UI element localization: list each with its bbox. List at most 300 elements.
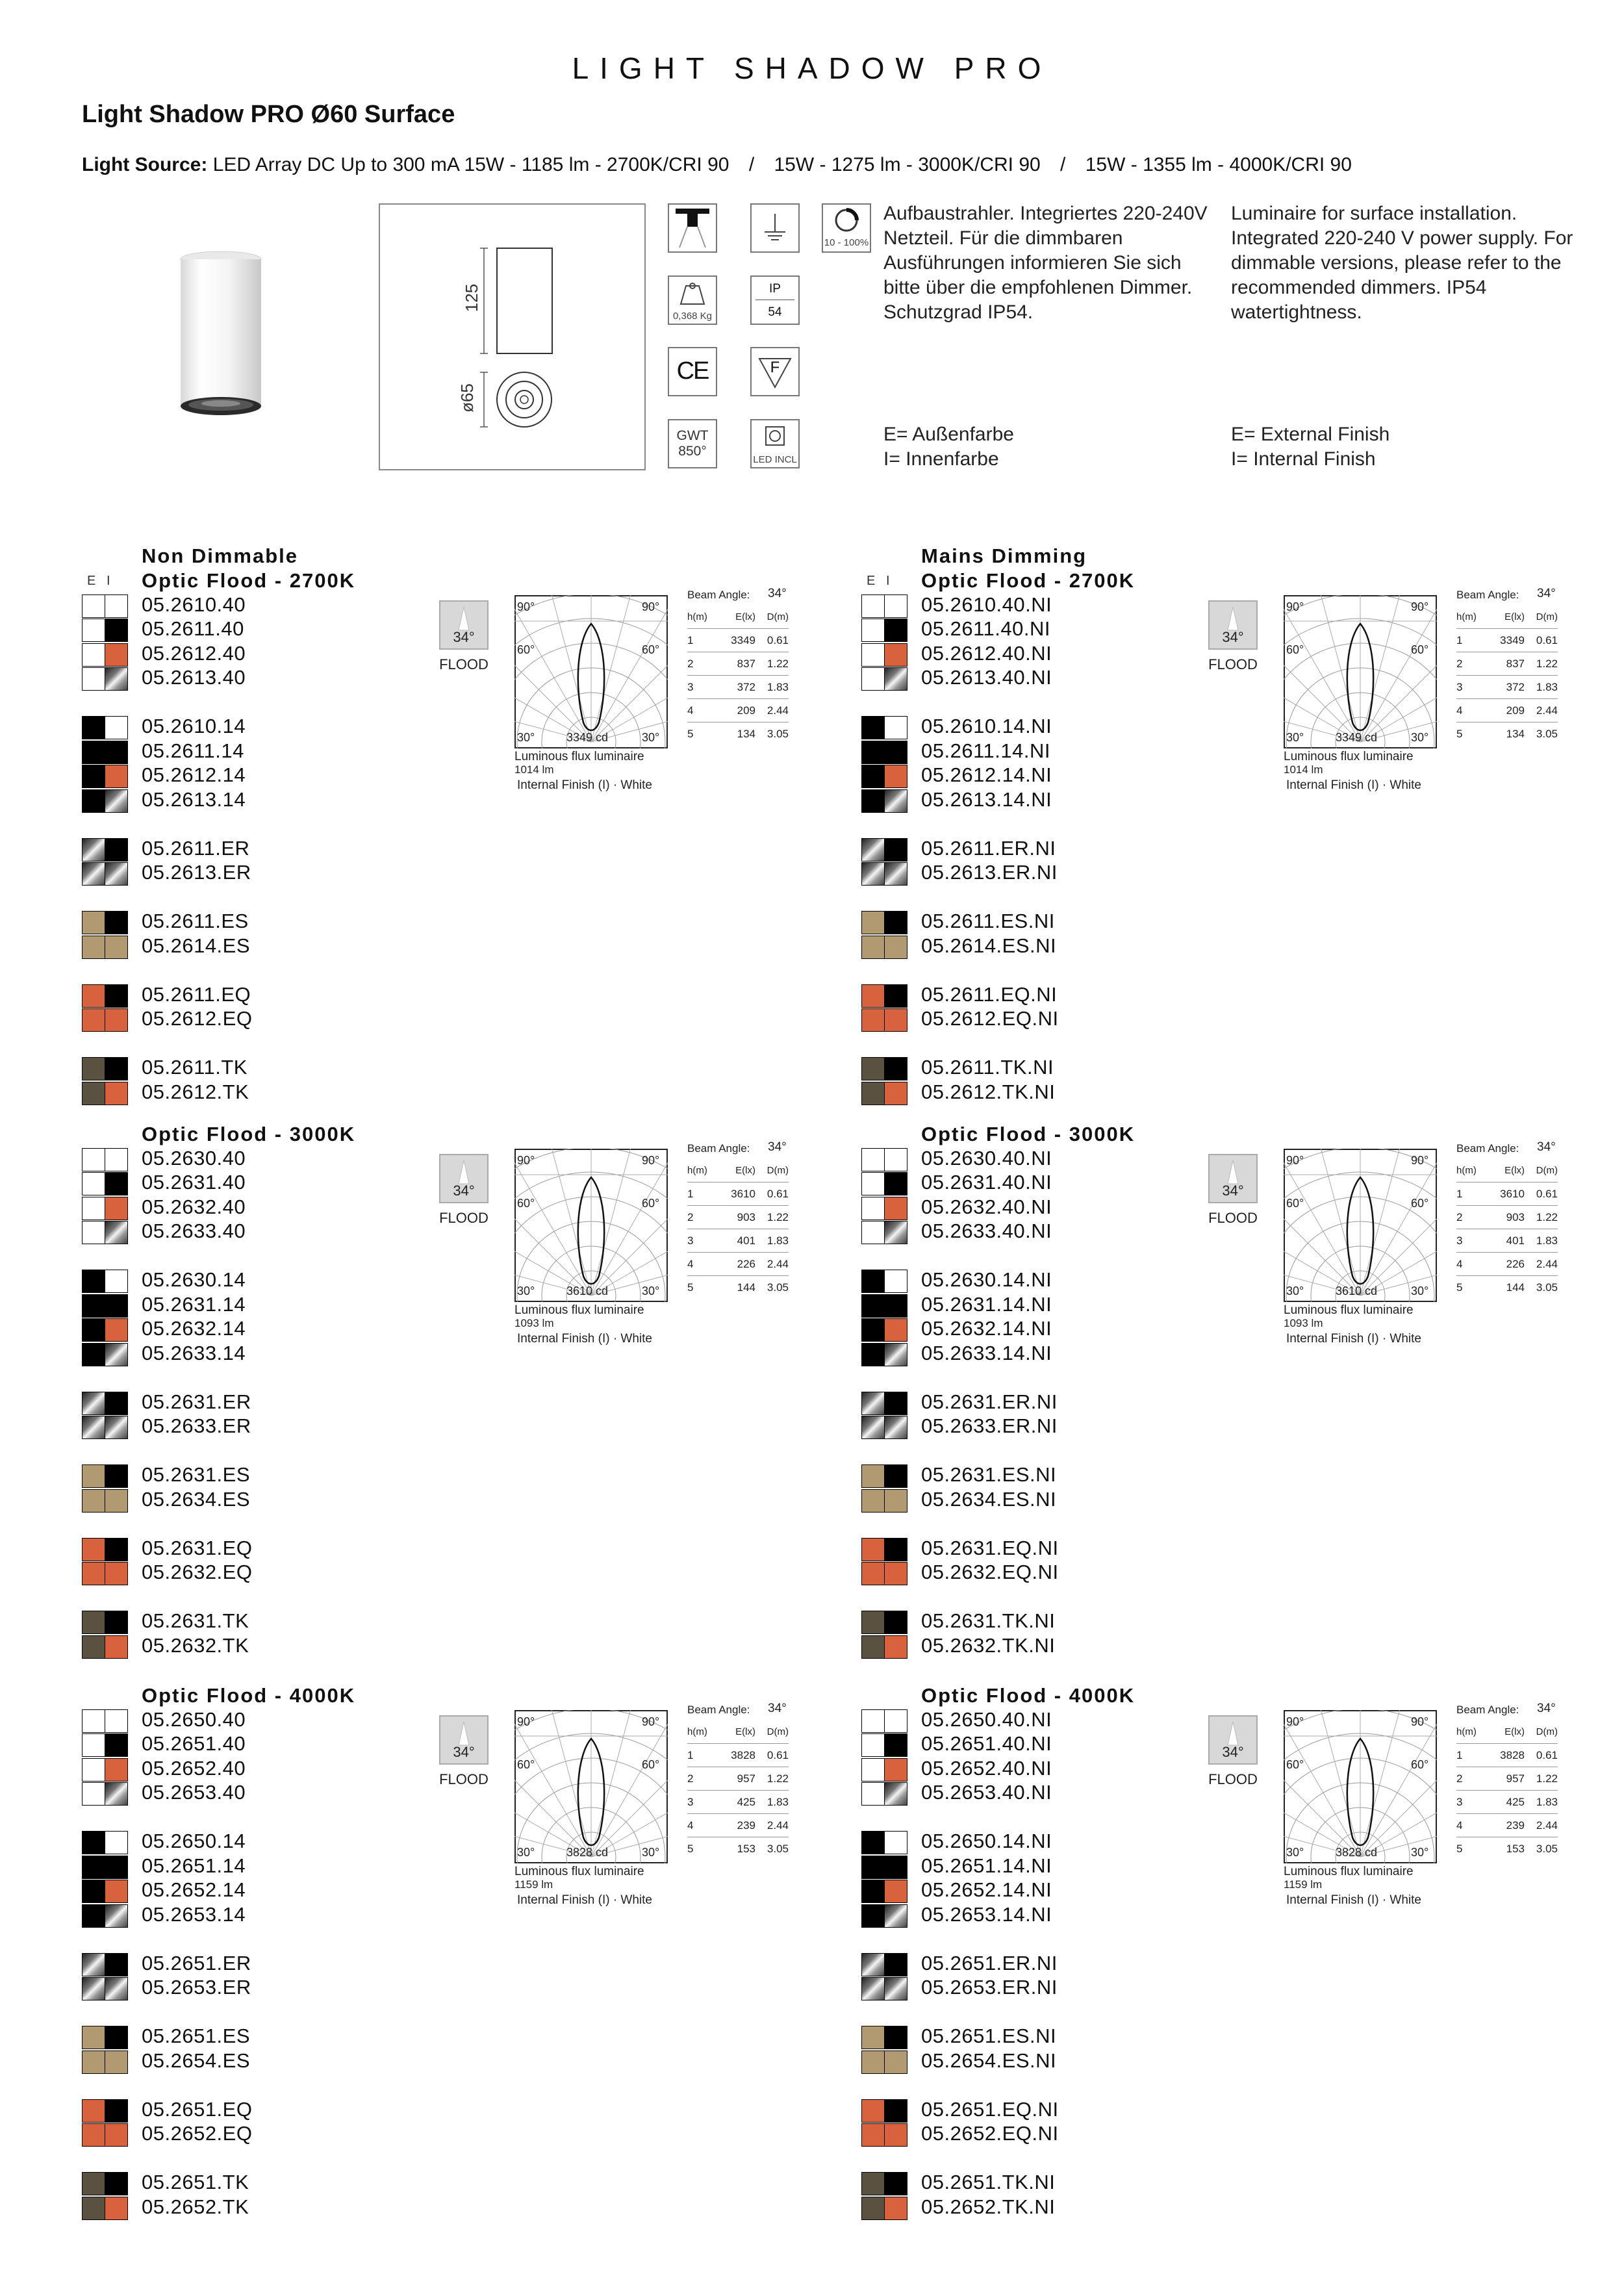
table-cell: 5 (1456, 1281, 1463, 1294)
table-cell: 144 (1506, 1281, 1525, 1294)
internal-finish-swatch (884, 1057, 907, 1080)
product-code: 05.2612.14.NI (921, 763, 1052, 786)
angle-label: 90° (642, 1154, 660, 1167)
table-cell: 4 (687, 699, 718, 722)
external-finish-swatch (861, 1977, 885, 2000)
product-code: 05.2651.40.NI (921, 1732, 1052, 1755)
light-source-line (82, 154, 1352, 176)
table-cell: 239 (1487, 1814, 1525, 1837)
product-code: 05.2610.40.NI (921, 593, 1052, 616)
beam-angle-value: 34° (1537, 1702, 1556, 1715)
flux-value: 1014 lm (514, 763, 554, 776)
beam-angle-label: Beam Angle: (1456, 1704, 1519, 1716)
product-code: 05.2654.ES.NI (921, 2049, 1057, 2072)
product-code: 05.2651.14.NI (921, 1854, 1052, 1877)
flux-value: 1093 lm (514, 1317, 554, 1329)
product-code: 05.2651.EQ (142, 2097, 253, 2121)
product-code: 05.2613.ER.NI (921, 861, 1058, 884)
external-finish-swatch (861, 1318, 885, 1342)
internal-finish-swatch (105, 1270, 128, 1293)
table-cell: 3.05 (767, 1842, 789, 1855)
product-title: Light Shadow PRO Ø60 Surface (82, 101, 455, 128)
peak-intensity: 3828 cd (1336, 1846, 1378, 1859)
internal-finish-swatch (105, 838, 128, 862)
table-cell: 957 (1487, 1767, 1525, 1791)
table-row (1456, 1182, 1558, 1206)
internal-finish-swatch (105, 1221, 128, 1244)
product-code: 05.2614.ES (142, 934, 251, 957)
product-code: 05.2611.40.NI (921, 617, 1050, 640)
internal-finish-swatch (105, 984, 128, 1008)
table-row (1456, 1791, 1558, 1814)
finish-en-internal: I= Internal Finish (1231, 448, 1376, 470)
table-row (687, 1744, 789, 1767)
table-cell: 5 (687, 1842, 694, 1855)
external-finish-swatch (861, 2026, 885, 2049)
table-row (1456, 1744, 1558, 1767)
external-finish-swatch (861, 667, 885, 691)
peak-intensity: 3349 cd (1336, 731, 1378, 744)
optic-type: FLOOD (1208, 1210, 1258, 1226)
table-header: D(m) (1525, 606, 1558, 629)
section-title: Optic Flood - 4000K (921, 1684, 1136, 1707)
product-code: 05.2650.40 (142, 1707, 246, 1731)
table-row (687, 629, 789, 652)
finish-column-header: E I (87, 574, 110, 588)
external-finish-swatch (82, 1294, 105, 1318)
table-cell: 3828 (718, 1744, 755, 1767)
product-code: 05.2650.40.NI (921, 1707, 1052, 1731)
internal-finish-swatch (884, 1635, 907, 1659)
led-label: LED INCL (753, 454, 797, 465)
internal-finish-swatch (884, 1392, 907, 1415)
product-code: 05.2611.EQ (142, 982, 251, 1006)
external-finish-swatch (82, 1635, 105, 1659)
internal-finish-swatch (105, 1464, 128, 1488)
dimension-drawing (379, 203, 646, 470)
internal-finish-swatch (105, 1489, 128, 1513)
product-code: 05.2612.TK.NI (921, 1080, 1056, 1103)
external-finish-swatch (861, 1635, 885, 1659)
external-finish-swatch (861, 1489, 885, 1513)
product-code: 05.2631.14.NI (921, 1292, 1052, 1316)
product-code: 05.2611.14 (142, 739, 244, 762)
table-row (687, 1767, 789, 1791)
table-row (1456, 722, 1558, 746)
illuminance-table (1456, 1720, 1558, 1860)
external-finish-swatch (861, 1416, 885, 1439)
table-cell: 2 (687, 652, 718, 676)
internal-finish-swatch (884, 1977, 907, 2000)
internal-finish-swatch (105, 1197, 128, 1220)
illuminance-table (1456, 606, 1558, 745)
table-cell: 3.05 (1536, 727, 1558, 740)
external-finish-swatch (861, 1953, 885, 1976)
description-de: Aufbaustrahler. Integriertes 220-240V Netzteil. Für die dimmbaren Ausführungen informieren Sie sich bitte über die empfohlenen Dimmer. Schutzgrad IP54. (883, 203, 1208, 323)
external-finish-swatch (861, 619, 885, 642)
table-row (1456, 699, 1558, 722)
internal-finish-swatch (105, 741, 128, 764)
table-cell: 5 (1456, 727, 1463, 740)
table-cell: 153 (737, 1842, 755, 1855)
angle-label: 90° (1411, 1154, 1429, 1167)
table-row (687, 1253, 789, 1276)
table-row (1456, 676, 1558, 699)
external-finish-swatch (82, 862, 105, 886)
product-code: 05.2633.ER.NI (921, 1414, 1058, 1437)
table-cell: 401 (1487, 1229, 1525, 1253)
external-finish-swatch (82, 1538, 105, 1561)
flux-label: Luminous flux luminaire (1284, 750, 1414, 763)
product-code: 05.2631.40.NI (921, 1171, 1052, 1194)
table-row (687, 722, 789, 746)
section-title: Optic Flood - 3000K (921, 1123, 1136, 1145)
internal-finish-swatch (105, 1057, 128, 1080)
column-heading: Non Dimmable (142, 544, 299, 567)
external-finish-swatch (861, 1562, 885, 1585)
table-cell: 3 (687, 676, 718, 699)
product-code: 05.2632.40.NI (921, 1195, 1052, 1218)
table-cell: 837 (1487, 652, 1525, 676)
product-code: 05.2650.14 (142, 1830, 246, 1852)
table-cell: 226 (718, 1253, 755, 1276)
table-cell: 1.83 (755, 1229, 789, 1253)
angle-label: 60° (517, 1197, 535, 1210)
product-code: 05.2651.ER (142, 1951, 251, 1974)
finish-de-internal: I= Innenfarbe (883, 448, 999, 470)
polar-diagram (1284, 1710, 1437, 1863)
internal-finish-swatch (105, 1953, 128, 1976)
table-cell: 1.22 (755, 652, 789, 676)
angle-label: 90° (1286, 1715, 1304, 1728)
table-cell: 2 (687, 1767, 718, 1791)
external-finish-swatch (861, 2050, 885, 2074)
product-code: 05.2632.EQ (142, 1561, 253, 1583)
internal-finish-swatch (105, 2172, 128, 2195)
internal-finish-swatch (105, 1904, 128, 1928)
product-code: 05.2613.ER (142, 861, 251, 884)
product-code: 05.2653.ER.NI (921, 1976, 1058, 1999)
table-cell: 4 (1456, 1814, 1487, 1837)
beam-angle-label: Beam Angle: (687, 1142, 750, 1155)
internal-finish-swatch (105, 594, 128, 618)
internal-finish-swatch (884, 936, 907, 959)
product-code: 05.2651.ES (142, 2025, 251, 2047)
optic-type: FLOOD (439, 1210, 488, 1226)
external-finish-swatch (82, 716, 105, 739)
angle-label: 90° (517, 600, 535, 613)
external-finish-swatch (82, 1343, 105, 1366)
product-code: 05.2651.ER.NI (921, 1951, 1058, 1974)
table-cell: 2 (687, 1206, 718, 1229)
product-code: 05.2611.TK.NI (921, 1056, 1054, 1079)
internal-finish-swatch (105, 2026, 128, 2049)
table-row (1456, 1837, 1558, 1861)
table-cell: 134 (1506, 727, 1525, 740)
ip-value: 54 (768, 305, 782, 319)
flux-label: Luminous flux luminaire (1284, 1303, 1414, 1317)
page-title: LIGHT SHADOW PRO (572, 51, 1052, 85)
angle-label: 90° (642, 600, 660, 613)
table-cell: 1.22 (755, 1767, 789, 1791)
table-cell: 4 (1456, 1253, 1487, 1276)
product-code: 05.2613.14 (142, 787, 246, 811)
table-cell: 1 (1456, 629, 1487, 652)
internal-finish-swatch (884, 2123, 907, 2147)
light-source-label: Light Source: (82, 154, 208, 175)
section-title: Optic Flood - 2700K (142, 569, 356, 592)
external-finish-swatch (82, 2026, 105, 2049)
product-code: 05.2630.14.NI (921, 1268, 1052, 1291)
beam-angle-badge: 34° (1222, 1182, 1244, 1199)
internal-finish-swatch (884, 741, 907, 764)
table-header: D(m) (755, 606, 789, 629)
product-code: 05.2611.ER (142, 836, 250, 860)
product-code: 05.2614.ES.NI (921, 934, 1057, 957)
external-finish-swatch (82, 1221, 105, 1244)
external-finish-swatch (861, 765, 885, 788)
table-cell: 425 (1487, 1791, 1525, 1814)
table-header: E(lx) (1487, 1159, 1525, 1182)
external-finish-swatch (82, 594, 105, 618)
internal-finish-swatch (105, 643, 128, 667)
table-row (687, 699, 789, 722)
angle-label: 30° (1286, 1846, 1304, 1859)
table-header: E(lx) (1487, 606, 1525, 629)
beam-angle-value: 34° (1537, 1140, 1556, 1154)
internal-finish-swatch (884, 1758, 907, 1782)
beam-angle-label: Beam Angle: (1456, 589, 1519, 601)
external-finish-swatch (82, 1270, 105, 1293)
illuminance-table (687, 606, 789, 745)
beam-angle-badge: 34° (453, 629, 475, 645)
product-code: 05.2653.ER (142, 1976, 251, 1999)
external-finish-swatch (82, 643, 105, 667)
external-finish-swatch (861, 2099, 885, 2123)
beam-angle-value: 34° (768, 1140, 787, 1154)
product-code: 05.2612.EQ (142, 1007, 253, 1030)
peak-intensity: 3610 cd (566, 1284, 609, 1297)
table-cell: 1 (687, 1744, 718, 1767)
table-row (1456, 1229, 1558, 1253)
external-finish-swatch (861, 1758, 885, 1782)
table-row (1456, 1206, 1558, 1229)
product-code: 05.2632.EQ.NI (921, 1561, 1059, 1583)
external-finish-swatch (82, 1977, 105, 2000)
external-finish-swatch (82, 1464, 105, 1488)
internal-finish-swatch (105, 1148, 128, 1171)
table-cell: 3 (1456, 1229, 1487, 1253)
table-cell: 5 (1456, 1842, 1463, 1855)
beam-angle-badge: 34° (453, 1744, 475, 1760)
table-cell: 0.61 (1525, 629, 1558, 652)
finish-note: Internal Finish (I) · White (1286, 1332, 1421, 1346)
internal-finish-swatch (105, 1082, 128, 1105)
product-code: 05.2651.TK (142, 2171, 249, 2193)
product-code: 05.2633.14 (142, 1341, 246, 1364)
product-code: 05.2653.14 (142, 1902, 246, 1926)
external-finish-swatch (861, 1270, 885, 1293)
internal-finish-swatch (884, 1270, 907, 1293)
product-code: 05.2631.40 (142, 1171, 246, 1194)
finish-note: Internal Finish (I) · White (517, 778, 652, 792)
external-finish-swatch (82, 1733, 105, 1757)
internal-finish-swatch (884, 1172, 907, 1195)
angle-label: 90° (1411, 600, 1429, 613)
external-finish-swatch (82, 984, 105, 1008)
table-cell: 372 (718, 676, 755, 699)
finish-note: Internal Finish (I) · White (517, 1332, 652, 1346)
beam-angle-badge: 34° (1222, 1744, 1244, 1760)
external-finish-swatch (861, 1148, 885, 1171)
internal-finish-swatch (884, 1008, 907, 1032)
polar-diagram (1284, 1149, 1437, 1302)
external-finish-swatch (82, 1172, 105, 1195)
table-cell: 425 (718, 1791, 755, 1814)
product-code: 05.2653.40 (142, 1781, 246, 1804)
table-cell: 1.22 (1525, 1767, 1558, 1791)
internal-finish-swatch (884, 619, 907, 642)
product-code: 05.2652.EQ (142, 2122, 253, 2145)
internal-finish-swatch (884, 862, 907, 886)
internal-finish-swatch (884, 911, 907, 934)
external-finish-swatch (82, 1880, 105, 1903)
angle-label: 30° (517, 1846, 535, 1859)
product-code: 05.2652.14.NI (921, 1878, 1052, 1901)
table-cell: 239 (718, 1814, 755, 1837)
angle-label: 90° (517, 1715, 535, 1728)
table-cell: 0.61 (755, 1744, 789, 1767)
finish-en-external: E= External Finish (1231, 424, 1390, 445)
product-image (179, 250, 262, 419)
internal-finish-swatch (105, 789, 128, 813)
external-finish-swatch (861, 1197, 885, 1220)
internal-finish-swatch (884, 667, 907, 691)
external-finish-swatch (861, 1904, 885, 1928)
table-cell: 153 (1506, 1842, 1525, 1855)
external-finish-swatch (861, 1709, 885, 1733)
separator: / (1060, 154, 1066, 175)
internal-finish-swatch (884, 789, 907, 813)
finish-note: Internal Finish (I) · White (517, 1893, 652, 1907)
polar-diagram (1284, 595, 1437, 748)
table-header: E(lx) (718, 1720, 755, 1744)
product-code: 05.2650.14.NI (921, 1830, 1052, 1852)
internal-finish-swatch (884, 1082, 907, 1105)
table-row (687, 1206, 789, 1229)
product-code: 05.2632.40 (142, 1195, 246, 1218)
internal-finish-swatch (105, 2050, 128, 2074)
external-finish-swatch (861, 1392, 885, 1415)
table-cell: 1 (687, 629, 718, 652)
external-finish-swatch (82, 2197, 105, 2220)
finish-note: Internal Finish (I) · White (1286, 1893, 1421, 1907)
product-code: 05.2631.ES.NI (921, 1463, 1057, 1486)
table-cell: 3.05 (767, 1281, 789, 1294)
internal-finish-swatch (884, 984, 907, 1008)
product-code: 05.2612.EQ.NI (921, 1007, 1059, 1030)
internal-finish-swatch (884, 1880, 907, 1903)
peak-intensity: 3828 cd (566, 1846, 609, 1859)
internal-finish-swatch (884, 1221, 907, 1244)
product-code: 05.2612.TK (142, 1080, 249, 1103)
table-row (687, 1837, 789, 1861)
external-finish-swatch (82, 2099, 105, 2123)
product-code: 05.2632.14 (142, 1317, 246, 1340)
external-finish-swatch (82, 2050, 105, 2074)
internal-finish-swatch (884, 1489, 907, 1513)
table-row (687, 1229, 789, 1253)
external-finish-swatch (82, 1148, 105, 1171)
product-code: 05.2631.EQ (142, 1536, 253, 1559)
product-code: 05.2634.ES (142, 1487, 251, 1511)
internal-finish-swatch (884, 716, 907, 739)
internal-finish-swatch (105, 1977, 128, 2000)
external-finish-swatch (861, 1464, 885, 1488)
table-cell: 3 (687, 1791, 718, 1814)
table-row (687, 1814, 789, 1837)
product-code: 05.2651.ES.NI (921, 2025, 1057, 2047)
internal-finish-swatch (105, 1611, 128, 1634)
table-cell: 3 (687, 1229, 718, 1253)
light-source-2700k: LED Array DC Up to 300 mA 15W - 1185 lm - 2700K/CRI 90 (212, 154, 730, 175)
external-finish-swatch (861, 1008, 885, 1032)
illuminance-table (687, 1159, 789, 1299)
internal-finish-swatch (105, 1008, 128, 1032)
table-cell: 2 (1456, 1206, 1487, 1229)
table-cell: 226 (1487, 1253, 1525, 1276)
external-finish-swatch (861, 1538, 885, 1561)
external-finish-swatch (861, 862, 885, 886)
separator: / (748, 154, 755, 175)
weight-value: 0,368 Kg (672, 311, 713, 322)
external-finish-swatch (82, 2172, 105, 2195)
internal-finish-swatch (884, 1416, 907, 1439)
angle-label: 60° (517, 1758, 535, 1771)
product-code: 05.2610.14 (142, 715, 246, 737)
external-finish-swatch (82, 1709, 105, 1733)
product-code: 05.2651.14 (142, 1854, 246, 1877)
angle-label: 60° (642, 1197, 660, 1210)
table-cell: 4 (1456, 699, 1487, 722)
flux-label: Luminous flux luminaire (514, 1865, 644, 1878)
table-cell: 1.22 (1525, 1206, 1558, 1229)
table-cell: 1 (1456, 1744, 1487, 1767)
light-source-3000k: 15W - 1275 lm - 3000K/CRI 90 (774, 154, 1041, 175)
table-row (1456, 652, 1558, 676)
external-finish-swatch (861, 1082, 885, 1105)
product-code: 05.2631.ER (142, 1390, 251, 1413)
external-finish-swatch (861, 643, 885, 667)
angle-label: 60° (1286, 1197, 1304, 1210)
angle-label: 60° (1411, 1758, 1429, 1771)
internal-finish-swatch (105, 2123, 128, 2147)
table-cell: 144 (737, 1281, 755, 1294)
table-row (687, 652, 789, 676)
internal-finish-swatch (884, 2197, 907, 2220)
internal-finish-swatch (105, 1709, 128, 1733)
angle-label: 30° (1286, 1284, 1304, 1297)
table-row (1456, 1253, 1558, 1276)
diameter-dimension: ø65 (457, 383, 477, 413)
internal-finish-swatch (105, 2197, 128, 2220)
external-finish-swatch (861, 911, 885, 934)
internal-finish-swatch (105, 619, 128, 642)
table-cell: 2.44 (755, 699, 789, 722)
internal-finish-swatch (105, 936, 128, 959)
product-code: 05.2634.ES.NI (921, 1487, 1057, 1511)
internal-finish-swatch (105, 716, 128, 739)
